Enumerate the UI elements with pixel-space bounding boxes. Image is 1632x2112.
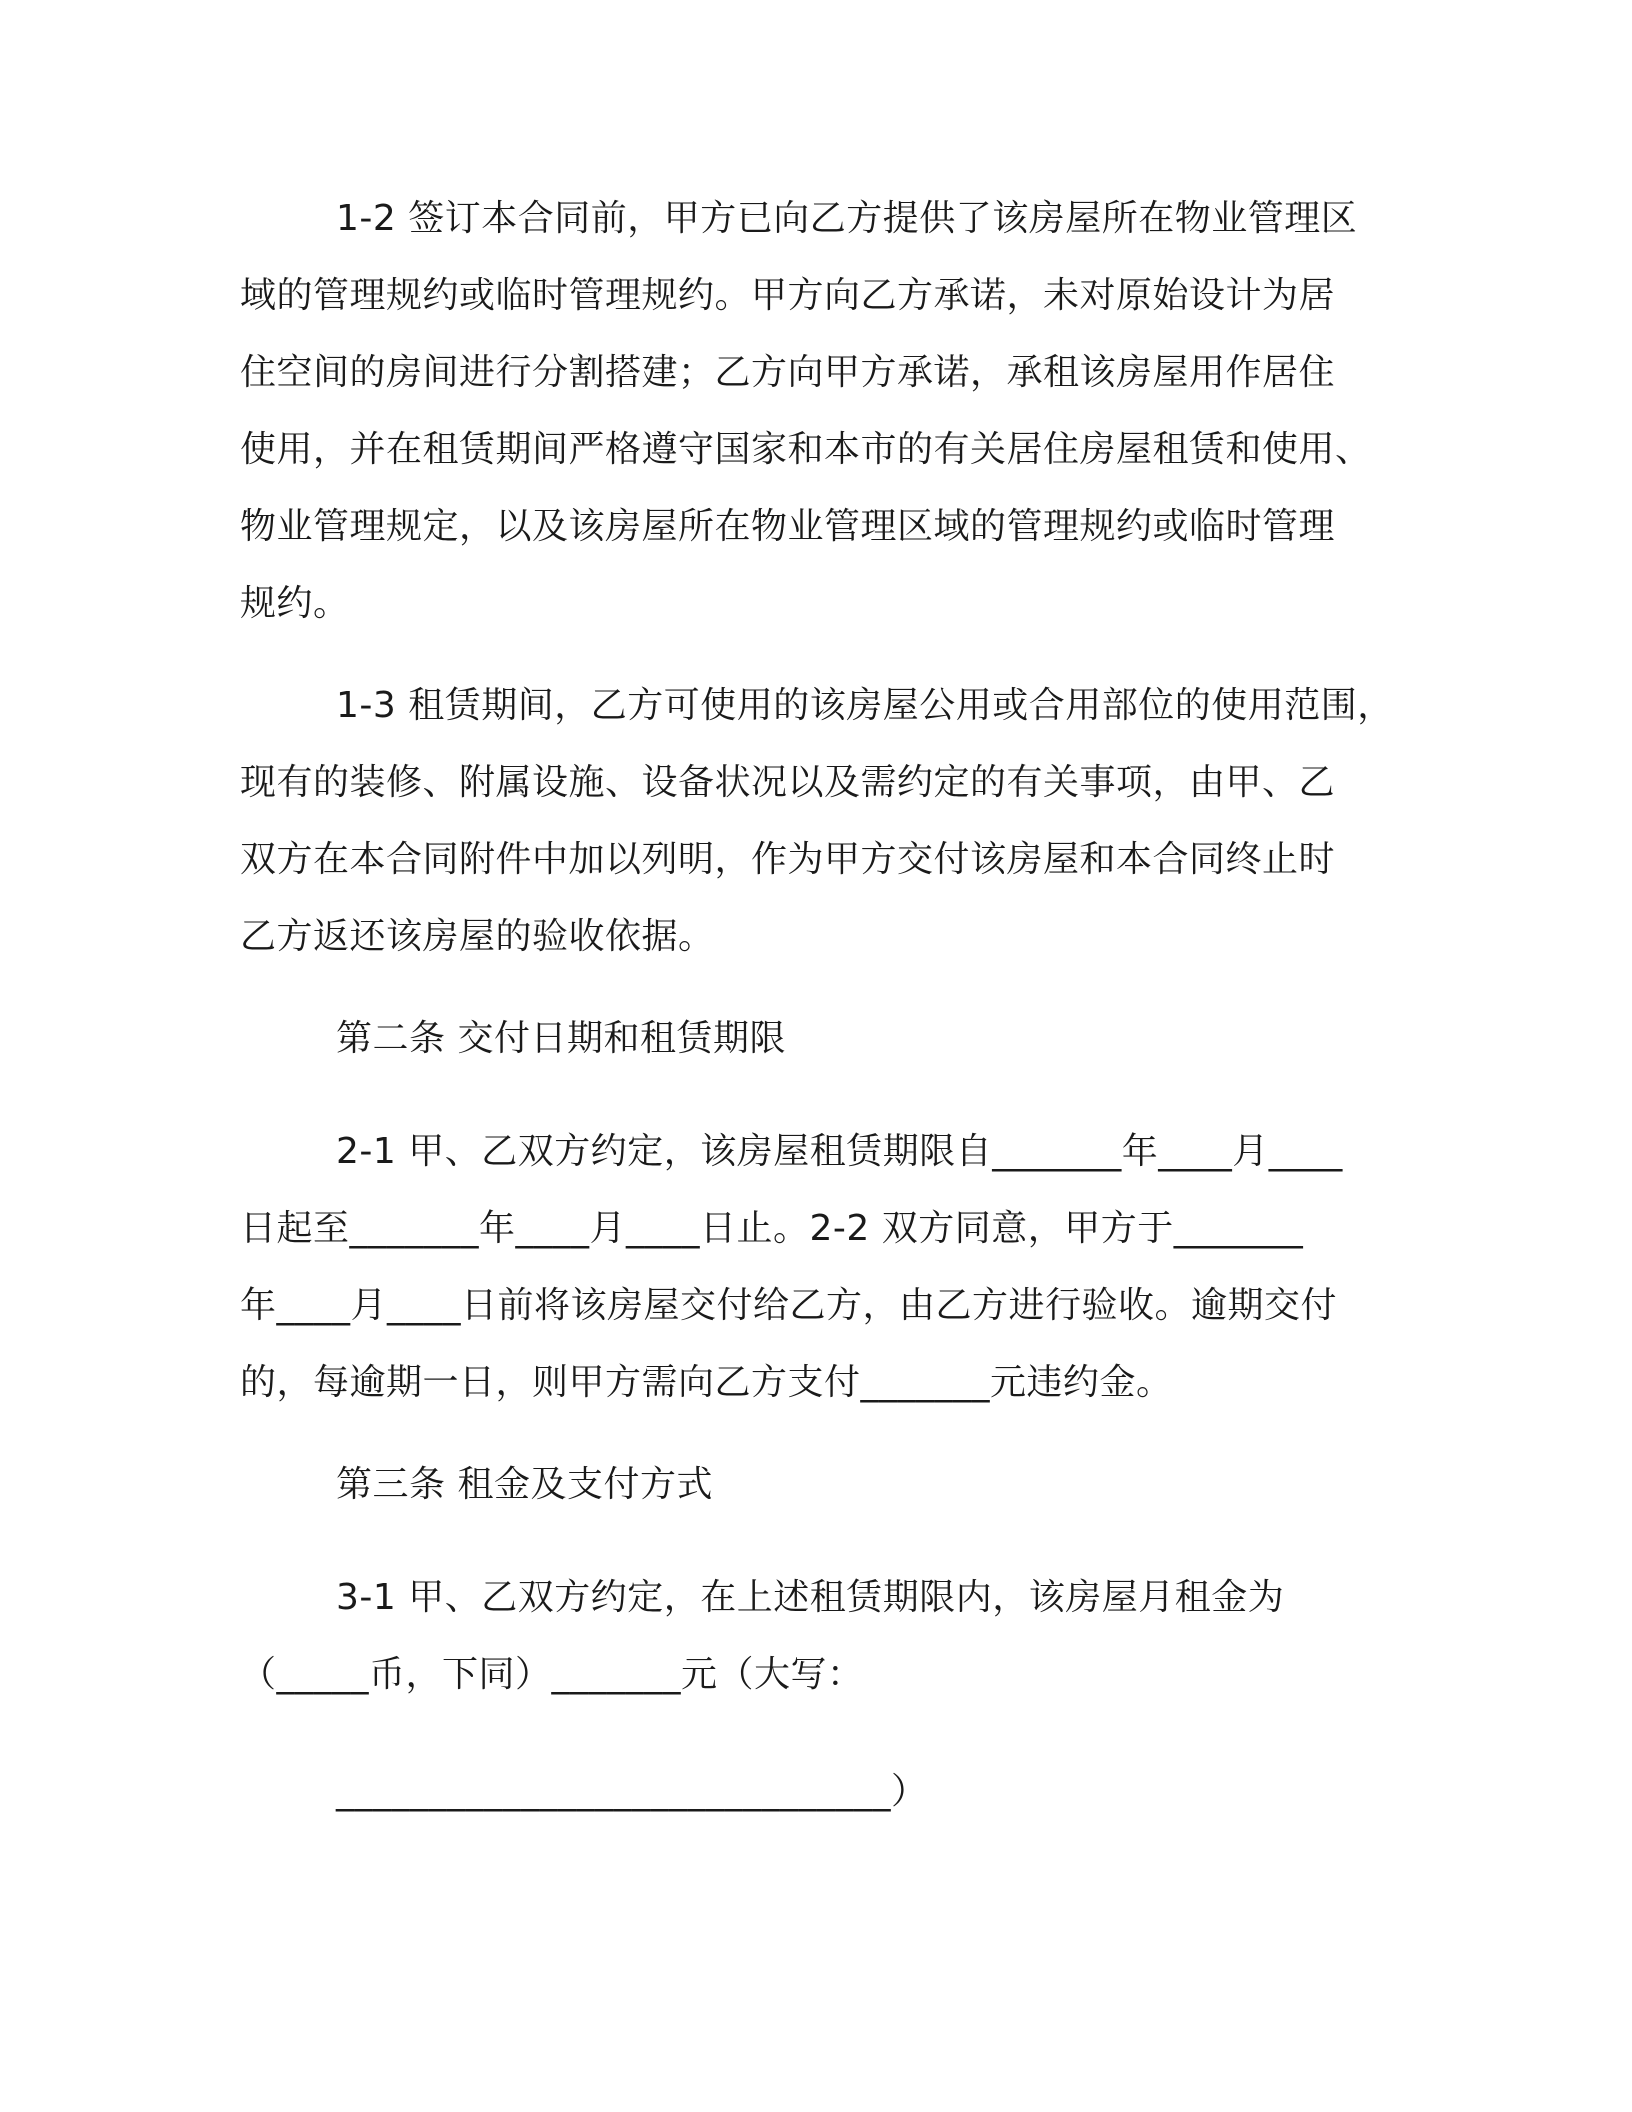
clause-1-2	[240, 180, 1392, 642]
clause-1-2-line: 使用，并在租赁期间严格遵守国家和本市的有关居住房屋租赁和使用、	[240, 429, 1372, 470]
article-heading: 第三条 租金及支付方式	[336, 1464, 713, 1505]
clause-2-line: 2-1 甲、乙双方约定，该房屋租赁期限自_______年____月____	[336, 1131, 1343, 1172]
clause-2-line: 年____月____日前将该房屋交付给乙方，由乙方进行验收。逾期交付	[240, 1285, 1338, 1326]
clause-3-1-amount-words	[240, 1753, 1392, 1830]
clause-1-2-line: 住空间的房间进行分割搭建；乙方向甲方承诺，承租该房屋用作居住	[240, 352, 1336, 393]
clause-1-3-line: 乙方返还该房屋的验收依据。	[240, 916, 715, 957]
article-heading: 第二条 交付日期和租赁期限	[336, 1018, 786, 1059]
clause-1-3	[240, 667, 1392, 975]
clause-1-3-line: 双方在本合同附件中加以列明，作为甲方交付该房屋和本合同终止时	[240, 839, 1336, 880]
clause-3-1	[240, 1559, 1392, 1713]
article-3-heading-block	[240, 1446, 1392, 1523]
clause-2-line: 日起至_______年____月____日止。2-2 双方同意，甲方于_______	[240, 1208, 1304, 1249]
clause-1-3-line: 1-3 租赁期间，乙方可使用的该房屋公用或合用部位的使用范围，	[336, 685, 1394, 726]
clause-3-line: 3-1 甲、乙双方约定，在上述租赁期限内，该房屋月租金为	[336, 1577, 1285, 1618]
clause-1-2-line: 域的管理规约或临时管理规约。甲方向乙方承诺，未对原始设计为居	[240, 275, 1336, 316]
clause-2-line: 的，每逾期一日，则甲方需向乙方支付_______元违约金。	[240, 1362, 1173, 1403]
amount-in-words-blank: ______________________________）	[336, 1771, 928, 1812]
clause-1-2-line: 1-2 签订本合同前，甲方已向乙方提供了该房屋所在物业管理区	[336, 198, 1358, 239]
article-2-heading-block	[240, 1000, 1392, 1077]
clause-1-2-line: 物业管理规定，以及该房屋所在物业管理区域的管理规约或临时管理	[240, 506, 1336, 547]
clause-2-1	[240, 1113, 1392, 1421]
clause-3-line: （_____币，下同）_______元（大写：	[240, 1654, 864, 1695]
clause-1-3-line: 现有的装修、附属设施、设备状况以及需约定的有关事项，由甲、乙	[240, 762, 1336, 803]
clause-1-2-line: 规约。	[240, 583, 350, 624]
